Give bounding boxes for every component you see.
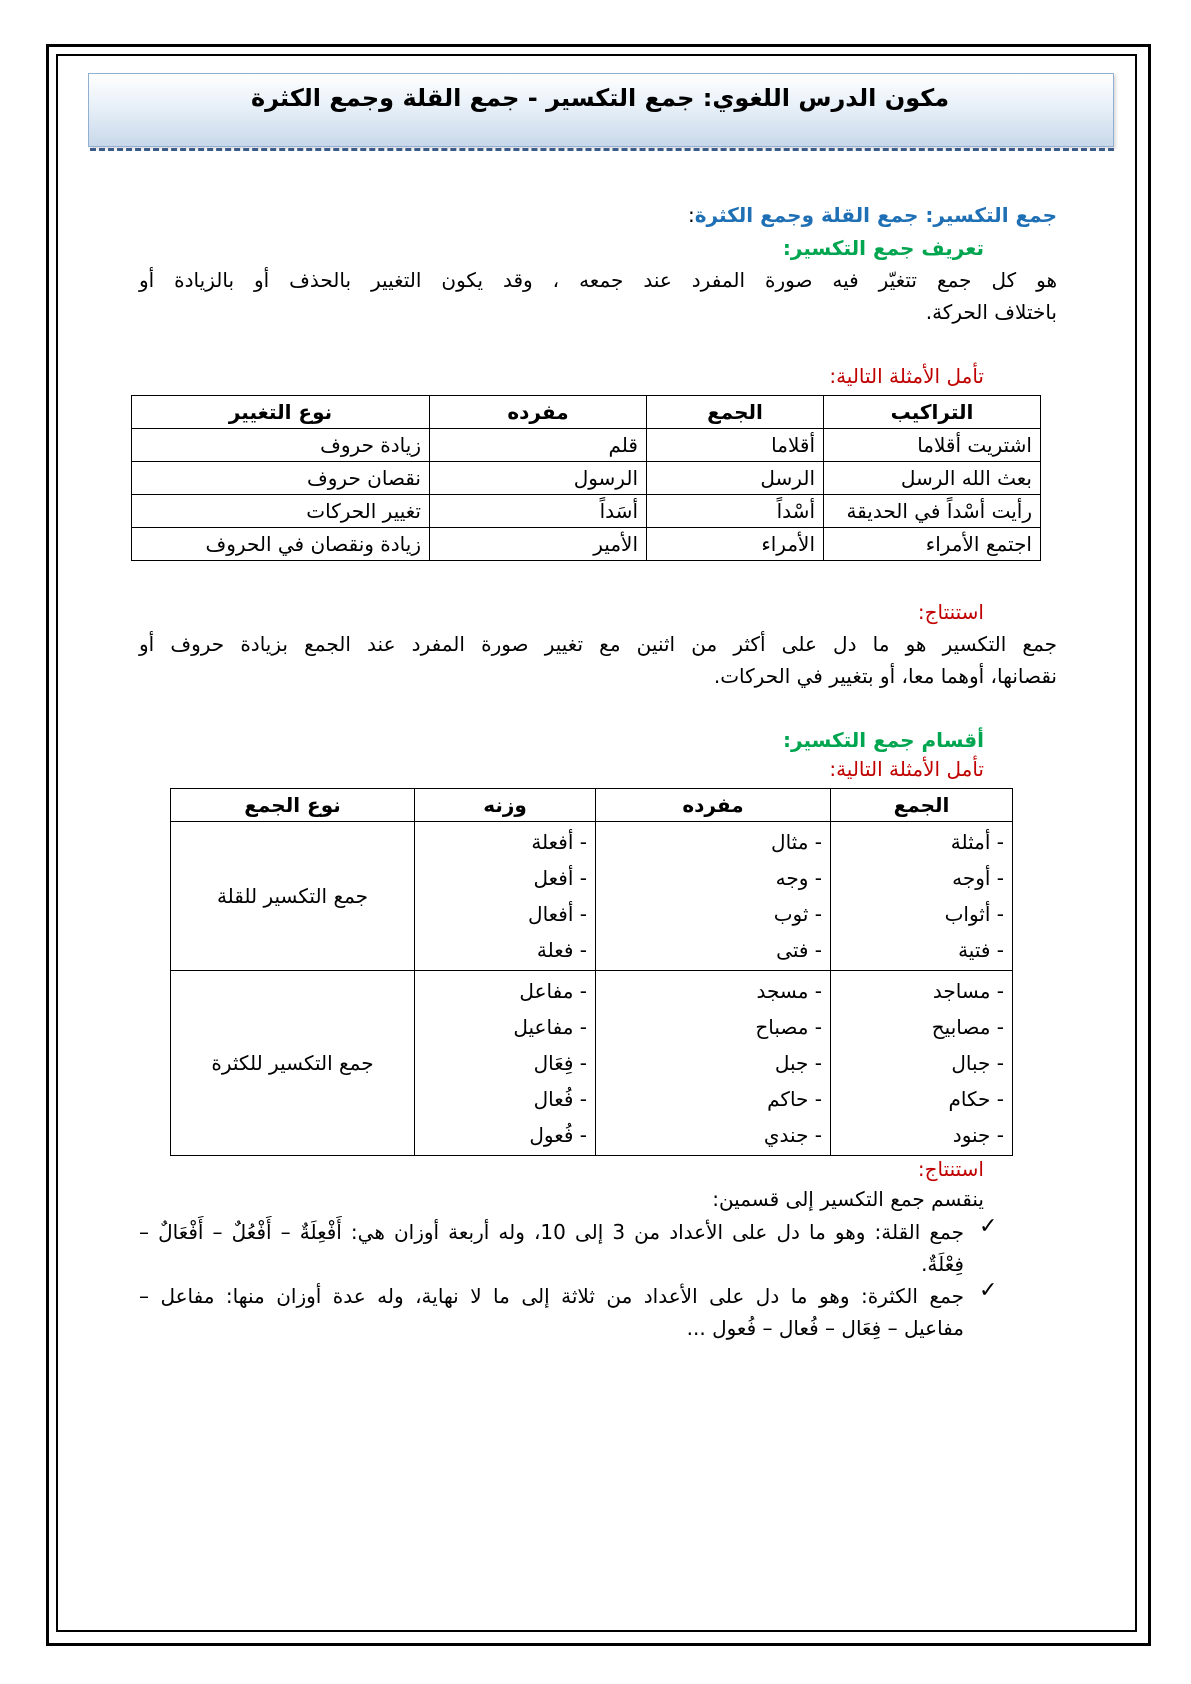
list-item: - مصباح [755, 1015, 822, 1039]
bullet-1-line-2: فِعْلَةٌ. [921, 1252, 964, 1276]
list-item: - فتى [776, 938, 822, 962]
page-title: مكون الدرس اللغوي: جمع التكسير - جمع القلة وجمع الكثرة [250, 84, 950, 112]
table-row-group-kathra [171, 971, 1013, 1156]
pattern-cell [415, 971, 596, 1156]
divisions-heading: أقسام جمع التكسير: [783, 728, 984, 752]
list-item: - فُعال [533, 1087, 587, 1111]
list-item: - جبال [951, 1051, 1004, 1075]
conclusion-intro: ينقسم جمع التكسير إلى قسمين: [712, 1187, 984, 1211]
table-cell: الرسل [647, 462, 824, 495]
singular-cell [596, 971, 831, 1156]
list-item: - فِعَال [533, 1051, 587, 1075]
column-header: نوع التغيير [132, 396, 430, 429]
column-header: الجمع [647, 396, 824, 429]
table-header-row [171, 789, 1013, 822]
check-icon: ✓ [979, 1214, 998, 1239]
section-heading-text: جمع التكسير: جمع القلة وجمع الكثرة [694, 203, 1057, 227]
bullet-2-line-2: مفاعيل – فِعَال – فُعال – فُعول ... [686, 1316, 964, 1340]
list-item: - أفعال [528, 902, 587, 926]
section-heading-punct: : [687, 203, 695, 227]
bullet-1-line-1: جمع القلة: وهو ما دل على الأعداد من 3 إلى 10، وله أربعة أوزان هي: أَفْعِلَةٌ – أَفْعُلٌ – أَفْعَالٌ – [139, 1220, 964, 1244]
examples-heading-1: تأمل الأمثلة التالية: [829, 364, 984, 388]
bullet-2-line-1: جمع الكثرة: وهو ما دل على الأعداد من ثلاثة إلى ما لا نهاية، وله عدة أوزان منها: مفاعل – [139, 1284, 964, 1308]
column-header: وزنه [415, 789, 596, 822]
list-item: - جنود [952, 1123, 1004, 1147]
table-cell: زيادة ونقصان في الحروف [132, 528, 430, 561]
conclusion-line-1: جمع التكسير هو ما دل على أكثر من اثنين مع تغيير صورة المفرد عند الجمع بزيادة حروف أو [139, 632, 1057, 656]
table-cell: قلم [430, 429, 647, 462]
check-icon: ✓ [979, 1278, 998, 1303]
table-cell: أقلاما [647, 429, 824, 462]
pattern-cell [415, 822, 596, 971]
table-cell: رأيت أسْداً في الحديقة [824, 495, 1041, 528]
list-item: - مساجد [932, 979, 1004, 1003]
list-item: - أمثلة [950, 830, 1004, 854]
table-cell: الرسول [430, 462, 647, 495]
table-cell: أسْداً [647, 495, 824, 528]
column-header: نوع الجمع [171, 789, 415, 822]
list-item: - حاكم [767, 1087, 822, 1111]
table-row [132, 429, 1041, 462]
table-cell: نقصان حروف [132, 462, 430, 495]
list-item: - مسجد [756, 979, 822, 1003]
list-item: - ثوب [773, 902, 822, 926]
definition-line-2: باختلاف الحركة. [925, 300, 1057, 324]
table-cell: اجتمع الأمراء [824, 528, 1041, 561]
table-cell: تغيير الحركات [132, 495, 430, 528]
section-heading [688, 203, 1057, 227]
table-cell: اشتريت أقلاما [824, 429, 1041, 462]
column-header: مفرده [430, 396, 647, 429]
table-cell: بعث الله الرسل [824, 462, 1041, 495]
plural-cell [831, 971, 1013, 1156]
list-item: - فُعول [529, 1123, 587, 1147]
examples-table-1 [131, 395, 1041, 561]
table-row-group-qilla [171, 822, 1013, 971]
list-item: - مفاعيل [513, 1015, 587, 1039]
list-item: - مفاعل [519, 979, 587, 1003]
list-item: - وجه [775, 866, 822, 890]
list-item: - أوجه [952, 866, 1004, 890]
conclusion-line-2: نقصانها، أوهما معا، أو بتغيير في الحركات. [713, 664, 1057, 688]
examples-table-2 [170, 788, 1013, 1156]
list-item: - جندي [763, 1123, 822, 1147]
conclusion-heading-1: استنتاج: [917, 600, 984, 624]
list-item: - مصابيح [931, 1015, 1004, 1039]
column-header: مفرده [596, 789, 831, 822]
singular-cell [596, 822, 831, 971]
table-row [132, 495, 1041, 528]
list-item: - فعلة [536, 938, 587, 962]
plural-type-cell: جمع التكسير للكثرة [171, 971, 415, 1156]
definition-heading: تعريف جمع التكسير: [782, 236, 984, 260]
column-header: الجمع [831, 789, 1013, 822]
examples-heading-2: تأمل الأمثلة التالية: [829, 757, 984, 781]
plural-cell [831, 822, 1013, 971]
table-cell: الأمراء [647, 528, 824, 561]
list-item: - أثواب [944, 902, 1004, 926]
header-divider [90, 148, 1114, 151]
list-item: - أفعلة [531, 830, 587, 854]
list-item: - حكام [948, 1087, 1004, 1111]
table-cell: أسَداً [430, 495, 647, 528]
list-item: - مثال [771, 830, 822, 854]
table-cell: الأمير [430, 528, 647, 561]
conclusion-heading-2: استنتاج: [917, 1157, 984, 1181]
table-header-row [132, 396, 1041, 429]
table-row [132, 528, 1041, 561]
definition-line-1: هو كل جمع تتغيّر فيه صورة المفرد عند جمعه ، وقد يكون التغيير بالحذف أو بالزيادة أو [139, 268, 1057, 292]
table-cell: زيادة حروف [132, 429, 430, 462]
column-header: التراكيب [824, 396, 1041, 429]
list-item: - أفعل [533, 866, 587, 890]
list-item: - جبل [774, 1051, 822, 1075]
list-item: - فتية [958, 938, 1004, 962]
plural-type-cell: جمع التكسير للقلة [171, 822, 415, 971]
table-row [132, 462, 1041, 495]
